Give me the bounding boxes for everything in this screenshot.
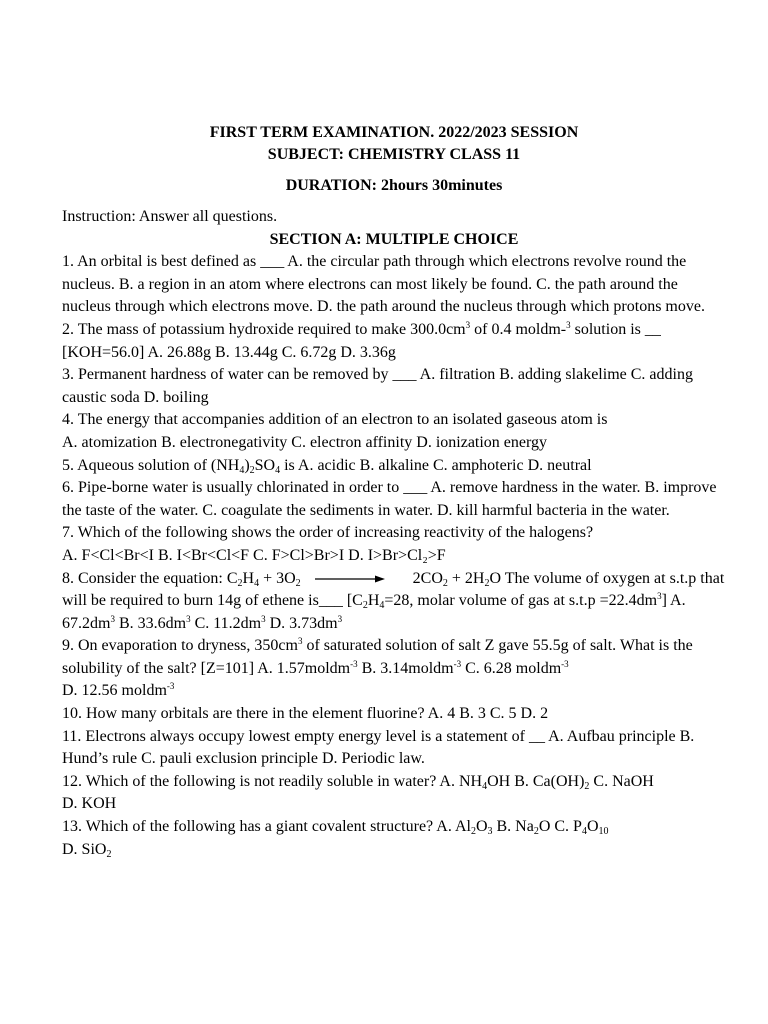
- subject-line: SUBJECT: CHEMISTRY CLASS 11: [267, 146, 521, 163]
- question-3: 3. Permanent hardness of water can be removed by ___ A. filtration B. adding slakelime C. adding caustic soda D. boiling: [62, 366, 693, 406]
- question-4: 4. The energy that accompanies addition of an electron to an isolated gaseous atom is A. atomization B. electronegativity C. electron affinity D. ionization energy: [62, 411, 608, 451]
- exam-page: [62, 122, 726, 861]
- question-13: 13. Which of the following has a giant covalent structure? A. $Al_2O_3$ B. $Na_2O$ C. $P_4O_{10}$ D. SiO$_2$: [62, 818, 609, 860]
- question-9: 9. On evaporation to dryness, $350cm^3$ of saturated solution of salt Z gave 55.5g of salt. What is the solubility of the salt? [Z=101] A. 1.57moldm$^{-3}$ B. 3.14moldm$^{-3}$ C. 6.28 moldm$^{-3}$ D. 12.56 moldm$^{-3}$: [62, 636, 693, 700]
- question-1: 1. An orbital is best defined as ___ A. the circular path through which electrons revolve round the nucleus. B. a region in an atom where electrons can most likely be found. C. the path around the nucleus through which electrons move. D. the path around the nucleus through which protons move.: [62, 253, 705, 316]
- instruction: Instruction: Answer all questions.: [62, 208, 278, 225]
- exam-title: FIRST TERM EXAMINATION. 2022/2023 SESSION: [209, 124, 579, 141]
- question-12: 12. Which of the following is not readily soluble in water? A. $NH_4OH$ B. $Ca(OH)_2$ C. NaOH D. KOH: [62, 772, 654, 813]
- reaction-arrow-icon: [315, 574, 385, 584]
- question-7: 7. Which of the following shows the order of increasing reactivity of the halogens? A. F<Cl<Br<I B. I<Br<Cl<F C. F>Cl>Br>I D. I>Br>Cl₂>F: [62, 524, 594, 564]
- question-8: 8. Consider the equation: $C_2H_4 + 3O_2$ $2CO_2 + 2H_2O$ The volume of oxygen at s.t.p that will be required to burn 14g of ethene is___ [$C_2H_4=28$, molar volume of gas at $s.t.p =22.4dm^3$] A. $67.2dm^3$ B. $33.6dm^3$ C. $11.2dm^3$ D. $3.73dm^3$: [62, 569, 725, 632]
- question-2: 2. The mass of potassium hydroxide required to make $300.0cm^3$ of 0.4 moldm-$^3$ solution is __ [KOH=56.0] A. 26.88g B. 13.44g C. 6.72g D. 3.36g: [62, 319, 661, 361]
- question-6: 6. Pipe-borne water is usually chlorinated in order to ___ A. remove hardness in the water. B. improve the taste of the water. C. coagulate the sediments in water. D. kill harmful bacteria in the water.: [62, 479, 717, 519]
- question-11: 11. Electrons always occupy lowest empty energy level is a statement of __ A. Aufbau principle B. Hund’s rule C. pauli exclusion principle D. Periodic law.: [62, 727, 695, 768]
- duration-line: DURATION: 2hours 30minutes: [285, 177, 503, 194]
- question-10: 10. How many orbitals are there in the element fluorine? A. 4 B. 3 C. 5 D. 2: [62, 705, 549, 723]
- question-5: 5. Aqueous solution of $(NH_4)_2SO_4$ is A. acidic B. alkaline C. amphoteric D. neutral: [62, 456, 592, 476]
- section-title: SECTION A: MULTIPLE CHOICE: [269, 230, 519, 248]
